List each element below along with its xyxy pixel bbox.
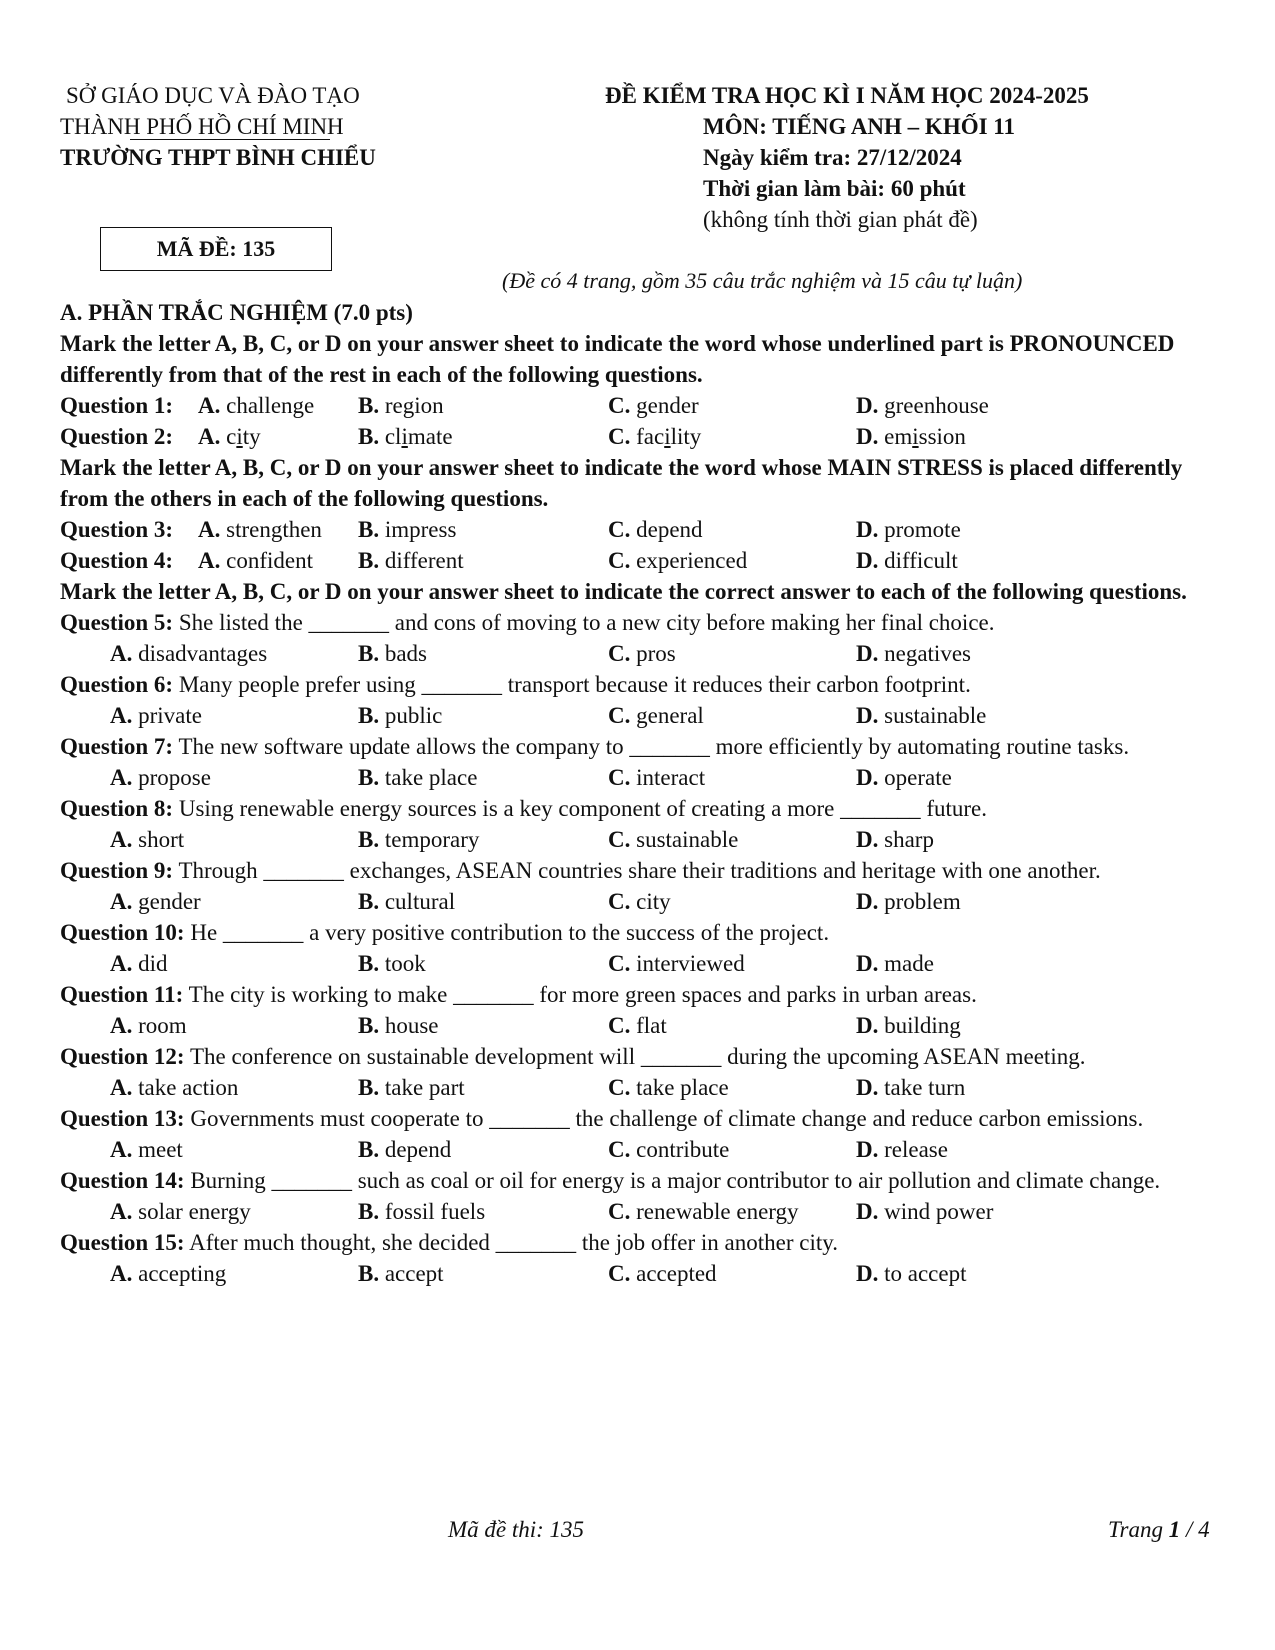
option-d: D. greenhouse <box>856 393 989 418</box>
option-d: D. operate <box>856 765 952 790</box>
answer-options <box>60 700 1220 731</box>
question-label: Question 4: <box>60 548 174 573</box>
question-12 <box>60 1041 1220 1103</box>
exam-code: MÃ ĐỀ: 135 <box>156 236 276 261</box>
section-title: A. PHẦN TRẮC NGHIỆM (7.0 pts) <box>60 300 413 325</box>
question-label: Question 5: <box>60 610 174 635</box>
question-3 <box>60 514 1220 545</box>
department-name: SỞ GIÁO DỤC VÀ ĐÀO TẠO <box>66 83 360 108</box>
option-d: D. to accept <box>856 1261 967 1286</box>
question-7 <box>60 731 1220 793</box>
answer-options <box>60 1072 1220 1103</box>
option-c: C. sustainable <box>608 827 739 852</box>
option-d: D. problem <box>856 889 961 914</box>
question-text: Governments must cooperate to _______ the challenge of climate change and reduce carbon emissions. <box>190 1106 1144 1131</box>
question-14 <box>60 1165 1220 1227</box>
option-d: D. negatives <box>856 641 971 666</box>
school-name: TRƯỜNG THPT BÌNH CHIỂU <box>60 145 376 170</box>
option-d: D. sustainable <box>856 703 987 728</box>
exam-info <box>605 80 1245 235</box>
answer-options <box>60 886 1220 917</box>
option-a: A. short <box>110 827 185 852</box>
option-c: C. general <box>608 703 704 728</box>
option-c: C. city <box>608 889 671 914</box>
question-label: Question 6: <box>60 672 174 697</box>
question-stem <box>60 979 1220 1010</box>
answer-options <box>60 1196 1220 1227</box>
school-info <box>60 80 520 173</box>
option-c: C. accepted <box>608 1261 717 1286</box>
question-label: Question 9: <box>60 858 174 883</box>
question-5 <box>60 607 1220 669</box>
option-b: B. fossil fuels <box>358 1199 486 1224</box>
option-d: D. building <box>856 1013 961 1038</box>
option-a: A. room <box>110 1013 187 1038</box>
option-b: B. temporary <box>358 827 480 852</box>
option-d: D. release <box>856 1137 948 1162</box>
question-1 <box>60 390 1220 421</box>
option-b: B. region <box>358 393 444 418</box>
question-label: Question 11: <box>60 982 184 1007</box>
option-c: C. interact <box>608 765 706 790</box>
exam-date: Ngày kiểm tra: 27/12/2024 <box>703 145 962 170</box>
option-a: A. strengthen <box>198 517 322 542</box>
option-d: D. take turn <box>856 1075 966 1100</box>
question-stem <box>60 793 1220 824</box>
option-d: D. sharp <box>856 827 934 852</box>
question-stem <box>60 1165 1220 1196</box>
question-stem <box>60 669 1220 700</box>
option-c: C. gender <box>608 393 699 418</box>
answer-options <box>60 948 1220 979</box>
answer-options <box>60 762 1220 793</box>
option-a: A. disadvantages <box>110 641 268 666</box>
question-text: The city is working to make _______ for more green spaces and parks in urban areas. <box>188 982 977 1007</box>
question-stem <box>60 731 1220 762</box>
question-text: The conference on sustainable development will _______ during the upcoming ASEAN meeting. <box>189 1044 1086 1069</box>
option-a: A. solar energy <box>110 1199 251 1224</box>
city-name: THÀNH PHỐ HỒ CHÍ MINH <box>60 114 344 139</box>
question-stem <box>60 855 1220 886</box>
instruction-correct-answer: Mark the letter A, B, C, or D on your answer sheet to indicate the correct answer to each of the following questions. <box>60 579 1187 604</box>
answer-options <box>60 824 1220 855</box>
option-b: B. took <box>358 951 426 976</box>
option-c: C. flat <box>608 1013 667 1038</box>
duration-note: (không tính thời gian phát đề) <box>703 207 978 232</box>
question-label: Question 3: <box>60 517 174 542</box>
subject: MÔN: TIẾNG ANH – KHỐI 11 <box>703 114 1016 139</box>
option-d: D. difficult <box>856 548 958 573</box>
option-b: B. bads <box>358 641 428 666</box>
option-c: C. contribute <box>608 1137 730 1162</box>
option-b: B. different <box>358 548 464 573</box>
option-a: A. did <box>110 951 168 976</box>
option-a: A. accepting <box>110 1261 227 1286</box>
question-label: Question 12: <box>60 1044 185 1069</box>
option-a: A. private <box>110 703 202 728</box>
footer-exam-code: Mã đề thi: 135 <box>448 1517 585 1542</box>
option-a: A. challenge <box>198 393 315 418</box>
question-stem <box>60 1041 1220 1072</box>
option-b: B. take place <box>358 765 478 790</box>
exam-title: ĐỀ KIỂM TRA HỌC KÌ I NĂM HỌC 2024-2025 <box>605 83 1089 108</box>
option-a: A. take action <box>110 1075 239 1100</box>
option-c: C. experienced <box>608 548 748 573</box>
question-label: Question 7: <box>60 734 174 759</box>
question-11 <box>60 979 1220 1041</box>
question-list <box>60 607 1220 1289</box>
question-stem <box>60 607 1220 638</box>
question-stem <box>60 1227 1220 1258</box>
question-text: The new software update allows the company to _______ more efficiently by automating routine tasks. <box>178 734 1130 759</box>
option-d: D. emission <box>856 424 966 449</box>
question-label: Question 13: <box>60 1106 185 1131</box>
option-b: B. impress <box>358 517 457 542</box>
header-divider <box>130 139 330 140</box>
option-a: A. gender <box>110 889 201 914</box>
question-label: Question 2: <box>60 424 174 449</box>
question-6 <box>60 669 1220 731</box>
question-stem <box>60 917 1220 948</box>
instruction-stress: Mark the letter A, B, C, or D on your answer sheet to indicate the word whose MAIN STRESS is placed differently from the others in each of the following questions. <box>60 455 1183 511</box>
question-label: Question 14: <box>60 1168 185 1193</box>
option-a: A. propose <box>110 765 211 790</box>
question-text: Many people prefer using _______ transport because it reduces their carbon footprint. <box>178 672 971 697</box>
option-d: D. wind power <box>856 1199 994 1224</box>
page-note: (Đề có 4 trang, gồm 35 câu trắc nghiệm và 15 câu tự luận) <box>502 268 1023 293</box>
exam-code-box <box>100 227 332 271</box>
question-9 <box>60 855 1220 917</box>
answer-options <box>60 1258 1220 1289</box>
question-8 <box>60 793 1220 855</box>
option-d: D. promote <box>856 517 961 542</box>
question-label: Question 15: <box>60 1230 185 1255</box>
question-label: Question 8: <box>60 796 174 821</box>
option-c: C. facility <box>608 424 702 449</box>
option-b: B. depend <box>358 1137 452 1162</box>
question-15 <box>60 1227 1220 1289</box>
question-text: She listed the _______ and cons of moving to a new city before making her final choice. <box>178 610 995 635</box>
question-4 <box>60 545 1220 576</box>
option-c: C. interviewed <box>608 951 745 976</box>
option-b: B. accept <box>358 1261 444 1286</box>
option-b: B. public <box>358 703 443 728</box>
option-b: B. climate <box>358 424 453 449</box>
option-b: B. cultural <box>358 889 456 914</box>
question-2 <box>60 421 1220 452</box>
answer-options <box>60 1134 1220 1165</box>
option-a: A. confident <box>198 548 313 573</box>
answer-options <box>60 1010 1220 1041</box>
option-b: B. take part <box>358 1075 465 1100</box>
question-label: Question 10: <box>60 920 185 945</box>
question-label: Question 1: <box>60 393 174 418</box>
footer-page-number: Trang 1 / 4 <box>1108 1517 1210 1542</box>
answer-options <box>60 638 1220 669</box>
question-text: Burning _______ such as coal or oil for energy is a major contributor to air pollution and climate change. <box>190 1168 1161 1193</box>
option-c: C. renewable energy <box>608 1199 799 1224</box>
question-text: He _______ a very positive contribution to the success of the project. <box>190 920 830 945</box>
option-a: A. city <box>198 424 261 449</box>
option-a: A. meet <box>110 1137 183 1162</box>
option-d: D. made <box>856 951 934 976</box>
option-c: C. pros <box>608 641 676 666</box>
question-stem <box>60 1103 1220 1134</box>
exam-duration: Thời gian làm bài: 60 phút <box>703 176 966 201</box>
option-b: B. house <box>358 1013 439 1038</box>
question-10 <box>60 917 1220 979</box>
exam-content <box>60 297 1220 1289</box>
question-text: Through _______ exchanges, ASEAN countries share their traditions and heritage with one another. <box>178 858 1101 883</box>
instruction-pronunciation: Mark the letter A, B, C, or D on your answer sheet to indicate the word whose underlined part is PRONOUNCED differently from that of the rest in each of the following questions. <box>60 331 1175 387</box>
question-text: Using renewable energy sources is a key component of creating a more _______ future. <box>178 796 987 821</box>
option-c: C. take place <box>608 1075 729 1100</box>
question-13 <box>60 1103 1220 1165</box>
option-c: C. depend <box>608 517 703 542</box>
question-text: After much thought, she decided _______ the job offer in another city. <box>189 1230 839 1255</box>
